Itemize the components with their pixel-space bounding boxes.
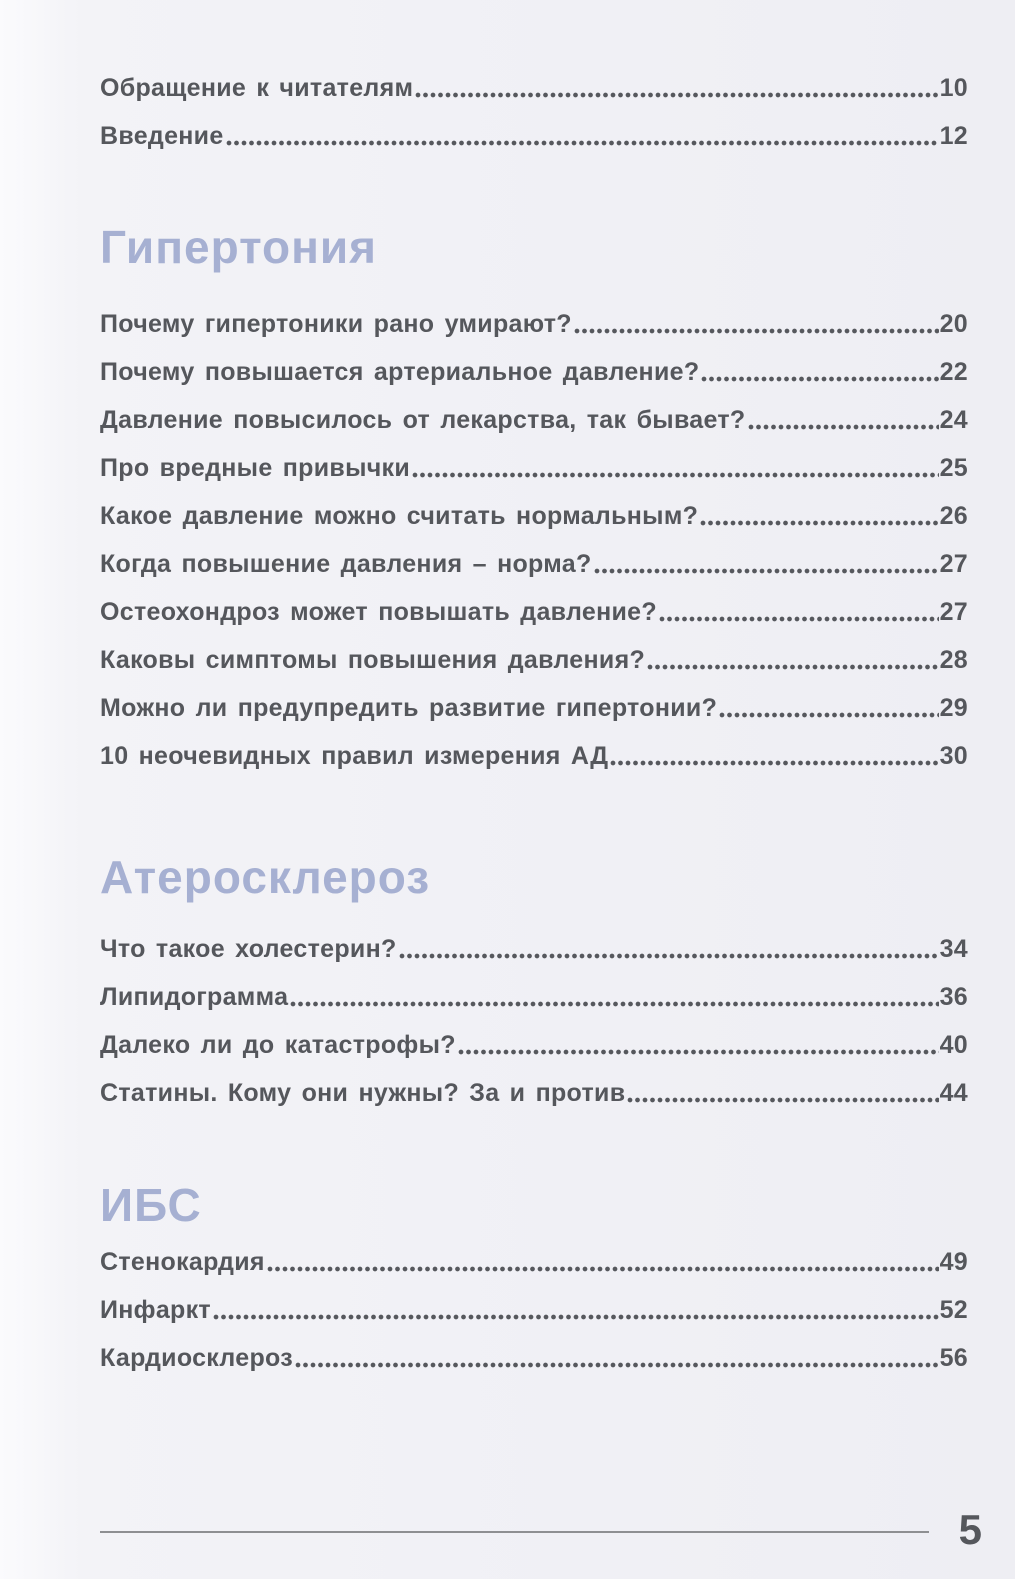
toc-row <box>100 1249 968 1275</box>
toc-entry-page: 25 <box>939 454 968 482</box>
dot-leader <box>719 712 938 719</box>
toc-entry-title: Можно ли предупредить развитие гипертонии? <box>100 694 718 722</box>
toc-row <box>100 984 968 1010</box>
section-heading-hypertension: Гипертония <box>100 221 377 273</box>
toc-entry-page: 20 <box>939 310 968 338</box>
toc-row <box>100 455 968 481</box>
toc-entry-page: 10 <box>939 74 968 102</box>
toc-entry-title: Инфаркт <box>100 1296 211 1324</box>
dot-leader <box>594 568 939 575</box>
footer-rule <box>100 1531 929 1533</box>
page-footer <box>100 1506 982 1553</box>
dot-leader <box>700 520 938 527</box>
toc-entry-page: 24 <box>939 406 968 434</box>
toc-entry-page: 12 <box>939 122 968 150</box>
toc-entry-page: 40 <box>939 1031 968 1059</box>
dot-leader <box>213 1314 939 1321</box>
toc-entry-title: Обращение к читателям <box>100 74 414 102</box>
toc-entry-page: 52 <box>939 1296 968 1324</box>
dot-leader <box>295 1362 939 1369</box>
toc-entry-title: Про вредные привычки <box>100 454 411 482</box>
toc-row <box>100 359 968 385</box>
toc-row <box>100 599 968 625</box>
toc-row <box>100 123 968 149</box>
dot-leader <box>415 92 938 99</box>
toc-entry-page: 44 <box>939 1079 968 1107</box>
dot-leader <box>226 140 939 147</box>
dot-leader <box>647 664 939 671</box>
toc-entry-page: 29 <box>939 694 968 722</box>
toc-entry-title: Давление повысилось от лекарства, так бывает? <box>100 406 746 434</box>
toc-row <box>100 551 968 577</box>
toc-row <box>100 311 968 337</box>
dot-leader <box>399 953 939 960</box>
toc-row <box>100 503 968 529</box>
toc-entry-title: Стенокардия <box>100 1248 265 1276</box>
toc-entry-page: 27 <box>939 598 968 626</box>
toc-entry-title: Почему гипертоники рано умирают? <box>100 310 572 338</box>
toc-row <box>100 1032 968 1058</box>
toc-entry-title: Статины. Кому они нужны? За и против <box>100 1079 626 1107</box>
dot-leader <box>610 760 938 767</box>
toc-row <box>100 1297 968 1323</box>
section-heading-ibs: ИБС <box>100 1179 202 1231</box>
dot-leader <box>748 424 939 431</box>
toc-entry-page: 26 <box>939 502 968 530</box>
toc-row <box>100 407 968 433</box>
toc-entry-page: 56 <box>939 1344 968 1372</box>
toc-entry-title: Что такое холестерин? <box>100 935 397 963</box>
section-heading-atherosclerosis: Атеросклероз <box>100 851 431 903</box>
toc-row <box>100 695 968 721</box>
toc-row <box>100 647 968 673</box>
toc-entry-title: Остеохондроз может повышать давление? <box>100 598 657 626</box>
dot-leader <box>290 1001 938 1008</box>
toc-entry-title: Липидограмма <box>100 983 289 1011</box>
dot-leader <box>412 472 939 479</box>
toc-entry-page: 36 <box>939 983 968 1011</box>
toc-entry-title: Почему повышается артериальное давление? <box>100 358 700 386</box>
toc-row <box>100 1345 968 1371</box>
toc-entry-page: 49 <box>939 1248 968 1276</box>
toc-row <box>100 75 968 101</box>
dot-leader <box>574 328 939 335</box>
dot-leader <box>659 616 939 623</box>
toc-row <box>100 743 968 769</box>
toc-entry-page: 28 <box>939 646 968 674</box>
toc-entry-page: 27 <box>939 550 968 578</box>
dot-leader <box>701 376 938 383</box>
toc-entry-title: Каковы симптомы повышения давления? <box>100 646 646 674</box>
dot-leader <box>627 1097 938 1104</box>
toc-entry-title: Кардиосклероз <box>100 1344 294 1372</box>
toc-entry-title: Какое давление можно считать нормальным? <box>100 502 699 530</box>
toc-entry-title: Когда повышение давления – норма? <box>100 550 592 578</box>
dot-leader <box>458 1049 939 1056</box>
toc-entry-title: 10 неочевидных правил измерения АД <box>100 742 609 770</box>
toc-row <box>100 936 968 962</box>
toc-row <box>100 1080 968 1106</box>
toc-entry-title: Далеко ли до катастрофы? <box>100 1031 456 1059</box>
toc-entry-page: 34 <box>939 935 968 963</box>
dot-leader <box>267 1266 939 1273</box>
toc-entry-title: Введение <box>100 122 224 150</box>
page-number: 5 <box>958 1506 982 1553</box>
toc-entry-page: 30 <box>939 742 968 770</box>
toc-entry-page: 22 <box>939 358 968 386</box>
